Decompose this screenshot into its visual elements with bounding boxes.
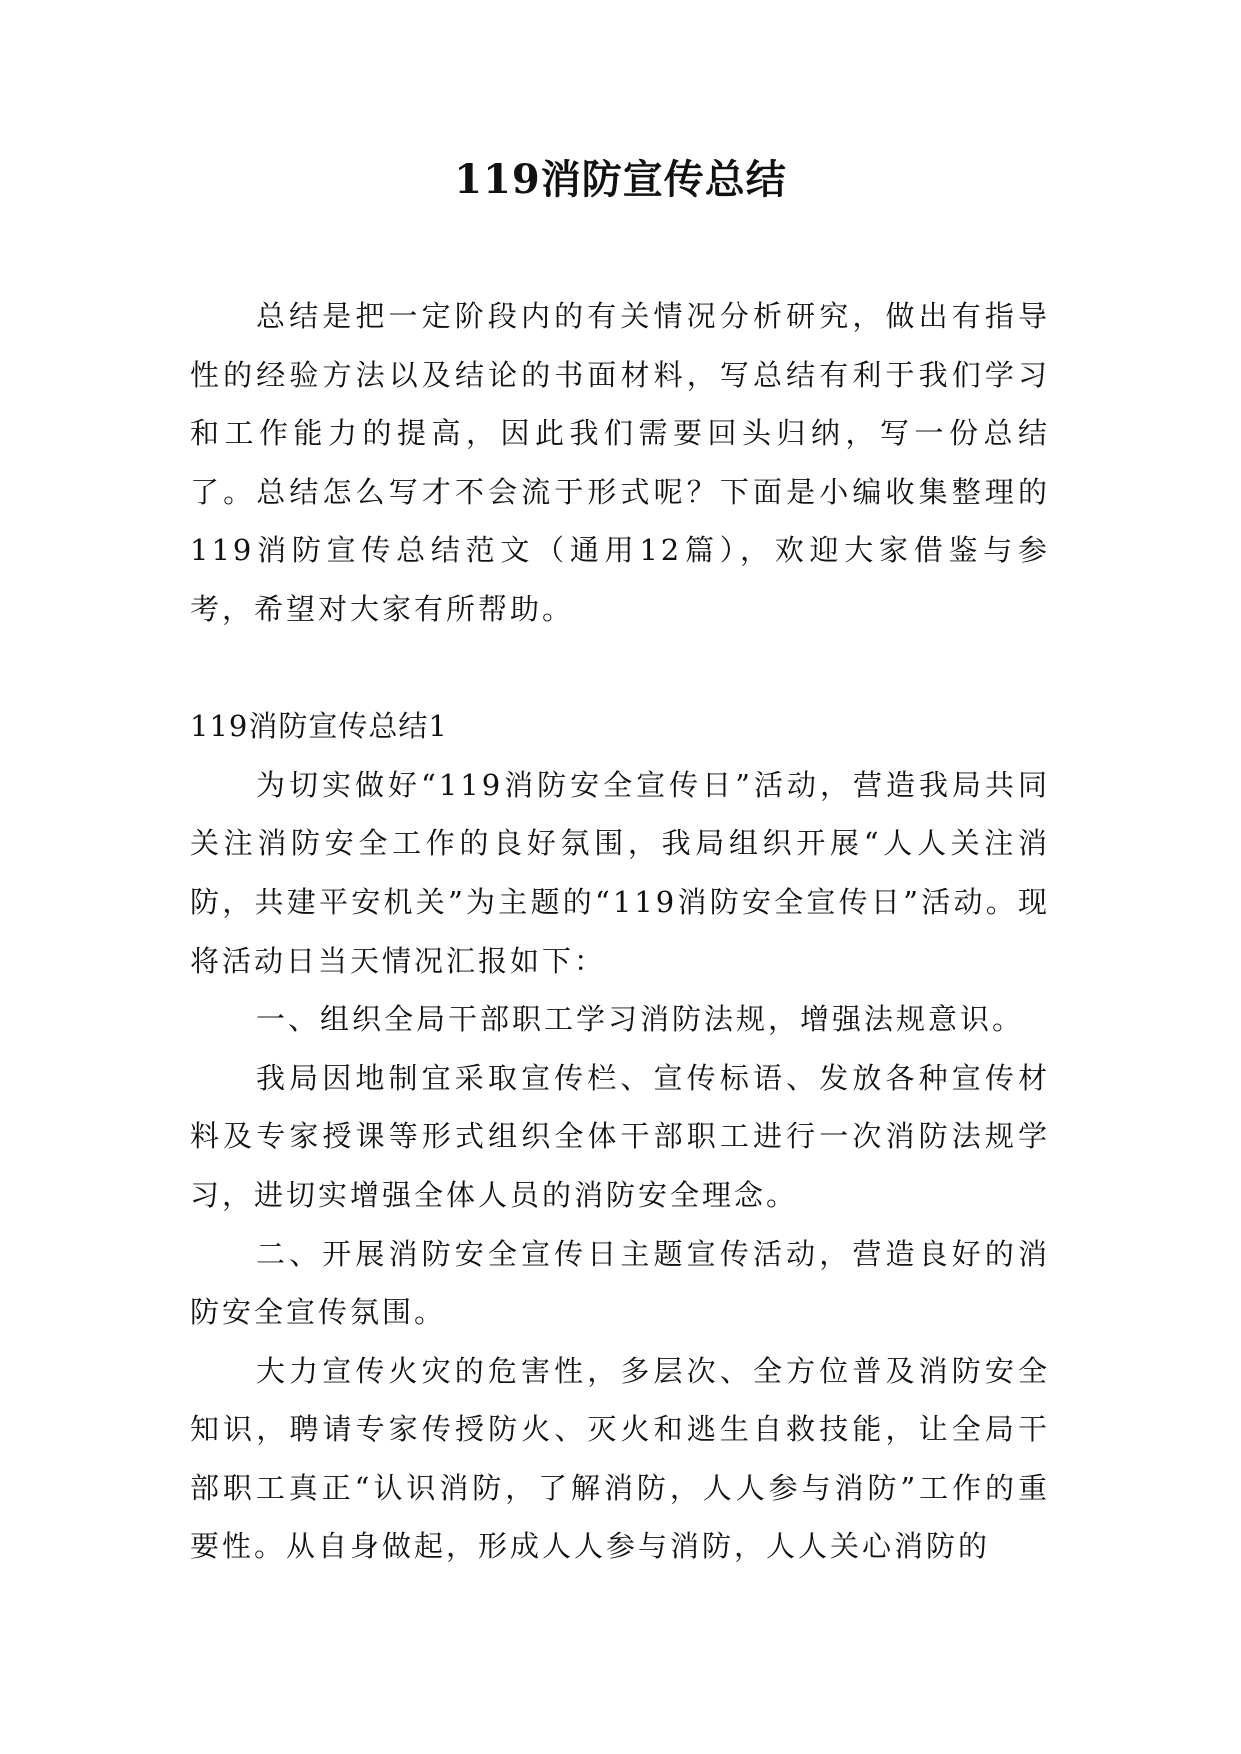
- body-paragraph: 一、组织全局干部职工学习消防法规，增强法规意识。: [256, 1002, 1025, 1037]
- document-body: [190, 287, 1050, 1576]
- body-paragraph: 大力宣传火灾的危害性，多层次、全方位普及消防安全知识，聘请专家传授防火、灭火和逃生自救技能，让全局干部职工真正“认识消防，了解消防，人人参与消防”工作的重要性。从自身做起，形成人人参与消防，人人关心消防的: [190, 1353, 1050, 1564]
- document-title: 119消防宣传总结: [454, 156, 787, 203]
- section-heading: 119消防宣传总结1: [190, 709, 448, 744]
- body-paragraph: 我局因地制宜采取宣传栏、宣传标语、发放各种宣传材料及专家授课等形式组织全体干部职工进行一次消防法规学习，进切实增强全体人员的消防安全理念。: [190, 1060, 1050, 1212]
- body-paragraph: 二、开展消防安全宣传日主题宣传活动，营造良好的消防安全宣传氛围。: [190, 1236, 1050, 1330]
- intro-paragraph: 总结是把一定阶段内的有关情况分析研究，做出有指导性的经验方法以及结论的书面材料，写总结有利于我们学习和工作能力的提高，因此我们需要回头归纳，写一份总结了。总结怎么写才不会流于形式呢？下面是小编收集整理的119消防宣传总结范文（通用12篇），欢迎大家借鉴与参考，希望对大家有所帮助。: [190, 299, 1050, 626]
- body-paragraph: 为切实做好“119消防安全宣传日”活动，营造我局共同关注消防安全工作的良好氛围，我局组织开展“人人关注消防，共建平安机关”为主题的“119消防安全宣传日”活动。现将活动日当天情况汇报如下：: [190, 767, 1050, 978]
